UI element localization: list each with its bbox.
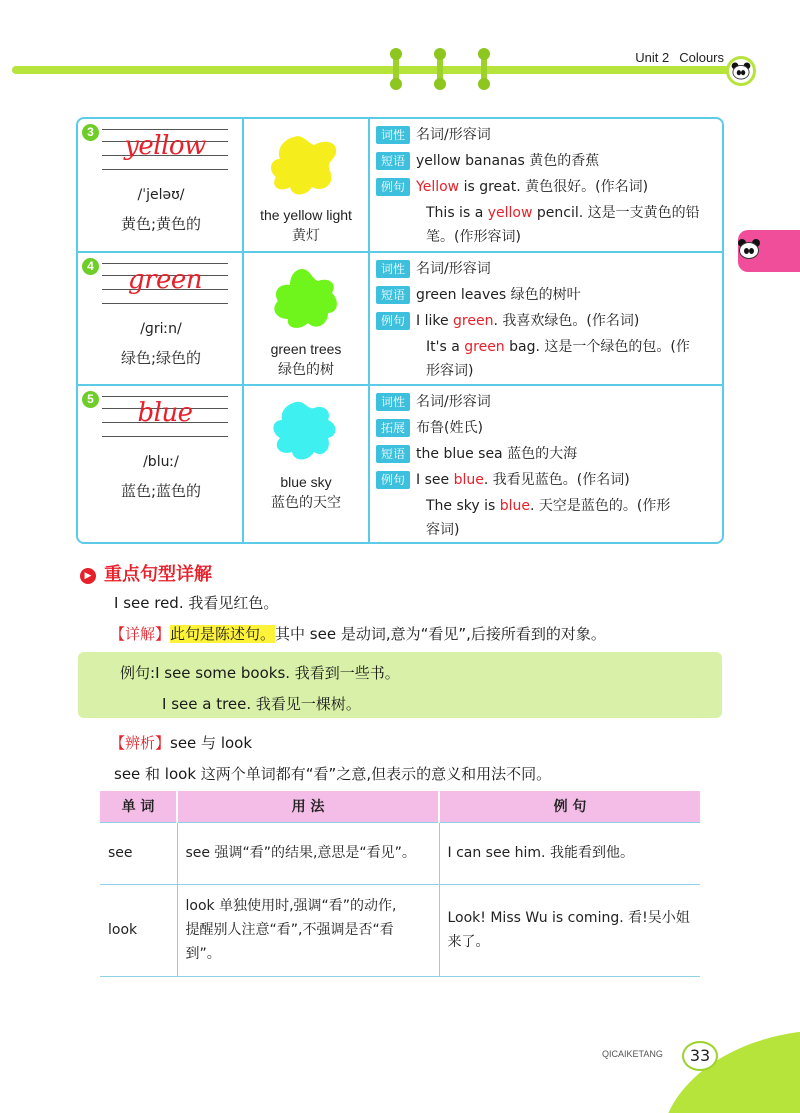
item-number: 5 xyxy=(82,391,99,408)
phrase-text: yellow bananas 黄色的香蕉 xyxy=(416,153,600,169)
word-meaning: 黄色;黄色的 xyxy=(120,215,202,233)
image-cell xyxy=(244,253,370,384)
table-row xyxy=(100,884,700,976)
usage-cell xyxy=(177,822,439,884)
example-text: It's a xyxy=(426,339,465,355)
item-number: 4 xyxy=(82,258,99,275)
phrase-tag: 短语 xyxy=(376,445,410,463)
example-sentence: I see some books. 我看到一些书。 xyxy=(155,664,400,682)
highlight-word: green xyxy=(453,313,494,329)
green-splat-icon xyxy=(266,265,346,335)
example-text: I see xyxy=(416,472,454,488)
pos-line xyxy=(376,258,491,278)
table-row xyxy=(100,822,700,884)
word-script: blue xyxy=(137,398,193,428)
image-cell xyxy=(244,119,370,251)
yellow-splat-icon xyxy=(266,131,346,201)
pos-text: 名词/形容词 xyxy=(416,127,491,143)
example-line xyxy=(426,336,690,356)
highlight-word: blue xyxy=(453,472,484,488)
image-caption-cn: 黄灯 xyxy=(292,228,320,244)
usage-text: 提醒别人注意“看”,不强调是否“看 xyxy=(185,922,394,938)
analysis-heading xyxy=(110,732,252,753)
vocabulary-table xyxy=(76,117,724,544)
word-script: yellow xyxy=(124,131,206,161)
usage-cell xyxy=(177,884,439,976)
example-text: I can see him. 我能看到他。 xyxy=(447,845,634,861)
example-text: pencil. 这是一支黄色的铅 xyxy=(532,205,700,221)
highlight-word: Yellow xyxy=(416,179,460,195)
pos-tag: 词性 xyxy=(376,126,410,144)
example-continuation: 形容词) xyxy=(426,363,474,379)
highlight-word: green xyxy=(464,339,505,355)
phrase-text: the blue sea 蓝色的大海 xyxy=(416,446,578,462)
extension-line xyxy=(376,417,483,437)
phonetic: /ɡriːn/ xyxy=(140,321,182,337)
analysis-text: see 和 look 这两个单词都有“看”之意,但表示的意义和用法不同。 xyxy=(114,765,552,783)
image-caption-cn: 蓝色的天空 xyxy=(271,495,341,511)
word-cell: see xyxy=(100,822,177,884)
highlight-word: blue xyxy=(499,498,531,514)
example-line-1 xyxy=(120,662,400,683)
example-line xyxy=(376,469,630,489)
word-script: green xyxy=(127,265,203,295)
pos-text: 名词/形容词 xyxy=(416,261,491,277)
example-line xyxy=(426,495,670,515)
unit-name: Colours xyxy=(679,50,724,65)
example-continuation: 容词) xyxy=(426,522,460,538)
example-text: Look! Miss Wu is coming. 看!吴小姐 xyxy=(447,910,690,926)
panda-icon xyxy=(730,62,752,81)
analysis-tag: 【辨析】 xyxy=(110,734,171,752)
example-continuation: 笔。(作形容词) xyxy=(426,229,521,245)
brand-text: QICAIKETANG xyxy=(602,1049,663,1059)
detail-line xyxy=(110,623,606,644)
detail-tag: 【详解】 xyxy=(110,625,171,643)
highlight-word: yellow xyxy=(487,205,533,221)
item-number: 3 xyxy=(82,124,99,141)
unit-number: Unit 2 xyxy=(635,50,670,65)
extension-tag: 拓展 xyxy=(376,419,410,437)
phrase-tag: 短语 xyxy=(376,286,410,304)
example-text: . 我喜欢绿色。(作名词) xyxy=(493,313,640,329)
example-tag: 例句 xyxy=(376,312,410,330)
section-title: 重点句型详解 xyxy=(104,564,212,585)
definition-cell xyxy=(372,253,722,384)
blue-splat-icon xyxy=(266,398,346,468)
pos-text: 名词/形容词 xyxy=(416,394,491,410)
word-cell xyxy=(78,386,244,542)
extension-text: 布鲁(姓氏) xyxy=(416,420,483,436)
example-text: . 天空是蓝色的。(作形 xyxy=(530,498,671,514)
image-caption-en: blue sky xyxy=(280,474,332,490)
definition-cell xyxy=(372,386,722,542)
binder-ring xyxy=(437,52,443,86)
example-tag: 例句 xyxy=(376,471,410,489)
image-caption-en: green trees xyxy=(270,341,342,357)
footer-decoration xyxy=(660,1030,800,1113)
word-cell xyxy=(78,119,244,251)
detail-text: 其中 see 是动词,意为“看见”,后接所看到的对象。 xyxy=(275,625,606,643)
image-caption-en: the yellow light xyxy=(260,207,352,223)
section-heading xyxy=(80,560,212,586)
example-text: The sky is xyxy=(426,498,500,514)
definition-cell xyxy=(372,119,722,251)
example-text: is great. 黄色很好。(作名词) xyxy=(459,179,649,195)
usage-text: see 强调“看”的结果,意思是“看见”。 xyxy=(185,845,416,861)
vocab-row-green xyxy=(78,253,722,386)
word-cell xyxy=(78,253,244,384)
usage-text: look 单独使用时,强调“看”的动作, xyxy=(185,898,397,914)
vocab-row-yellow xyxy=(78,119,722,253)
phrase-text: green leaves 绿色的树叶 xyxy=(416,287,581,303)
key-sentence: I see red. 我看见红色。 xyxy=(114,594,279,612)
phrase-line xyxy=(376,284,581,304)
phrase-line xyxy=(376,443,577,463)
unit-title xyxy=(635,50,724,65)
example-label: 例句: xyxy=(120,664,156,682)
example-line xyxy=(376,310,639,330)
example-cell xyxy=(439,884,700,976)
page-number: 33 xyxy=(682,1041,718,1071)
pos-tag: 词性 xyxy=(376,260,410,278)
play-icon: ▶ xyxy=(80,568,96,584)
example-tag: 例句 xyxy=(376,178,410,196)
column-header: 例 句 xyxy=(439,791,700,822)
example-text: This is a xyxy=(426,205,488,221)
example-text: bag. 这是一个绿色的包。(作 xyxy=(504,339,690,355)
pos-line xyxy=(376,124,491,144)
binder-ring xyxy=(481,52,487,86)
compare-table xyxy=(100,791,700,977)
header-bar xyxy=(12,66,732,74)
phrase-line xyxy=(376,150,599,170)
analysis-title: see 与 look xyxy=(170,734,253,752)
example-line xyxy=(426,202,700,222)
phonetic: /ˈjeləʊ/ xyxy=(137,187,185,203)
pos-tag: 词性 xyxy=(376,393,410,411)
panda-icon xyxy=(736,238,762,260)
side-tab xyxy=(738,230,800,272)
word-meaning: 蓝色;蓝色的 xyxy=(120,482,202,500)
example-cell xyxy=(439,822,700,884)
example-line-2: I see a tree. 我看见一棵树。 xyxy=(162,695,361,713)
column-header: 用 法 xyxy=(177,791,439,822)
image-cell xyxy=(244,386,370,542)
phonetic: /bluː/ xyxy=(143,454,179,470)
table-header-row xyxy=(100,791,700,822)
word-meaning: 绿色;绿色的 xyxy=(120,349,202,367)
word-cell: look xyxy=(100,884,177,976)
column-header: 单 词 xyxy=(100,791,177,822)
header-panda-badge xyxy=(726,56,756,86)
usage-text: 到”。 xyxy=(185,946,221,962)
binder-ring xyxy=(393,52,399,86)
example-line xyxy=(376,176,648,196)
image-caption-cn: 绿色的树 xyxy=(278,362,334,378)
example-text: . 我看见蓝色。(作名词) xyxy=(483,472,630,488)
example-text: 来了。 xyxy=(447,934,490,950)
vocab-row-blue xyxy=(78,386,722,542)
pos-line xyxy=(376,391,491,411)
phrase-tag: 短语 xyxy=(376,152,410,170)
detail-highlight: 此句是陈述句。 xyxy=(170,625,276,643)
example-text: I like xyxy=(416,313,454,329)
